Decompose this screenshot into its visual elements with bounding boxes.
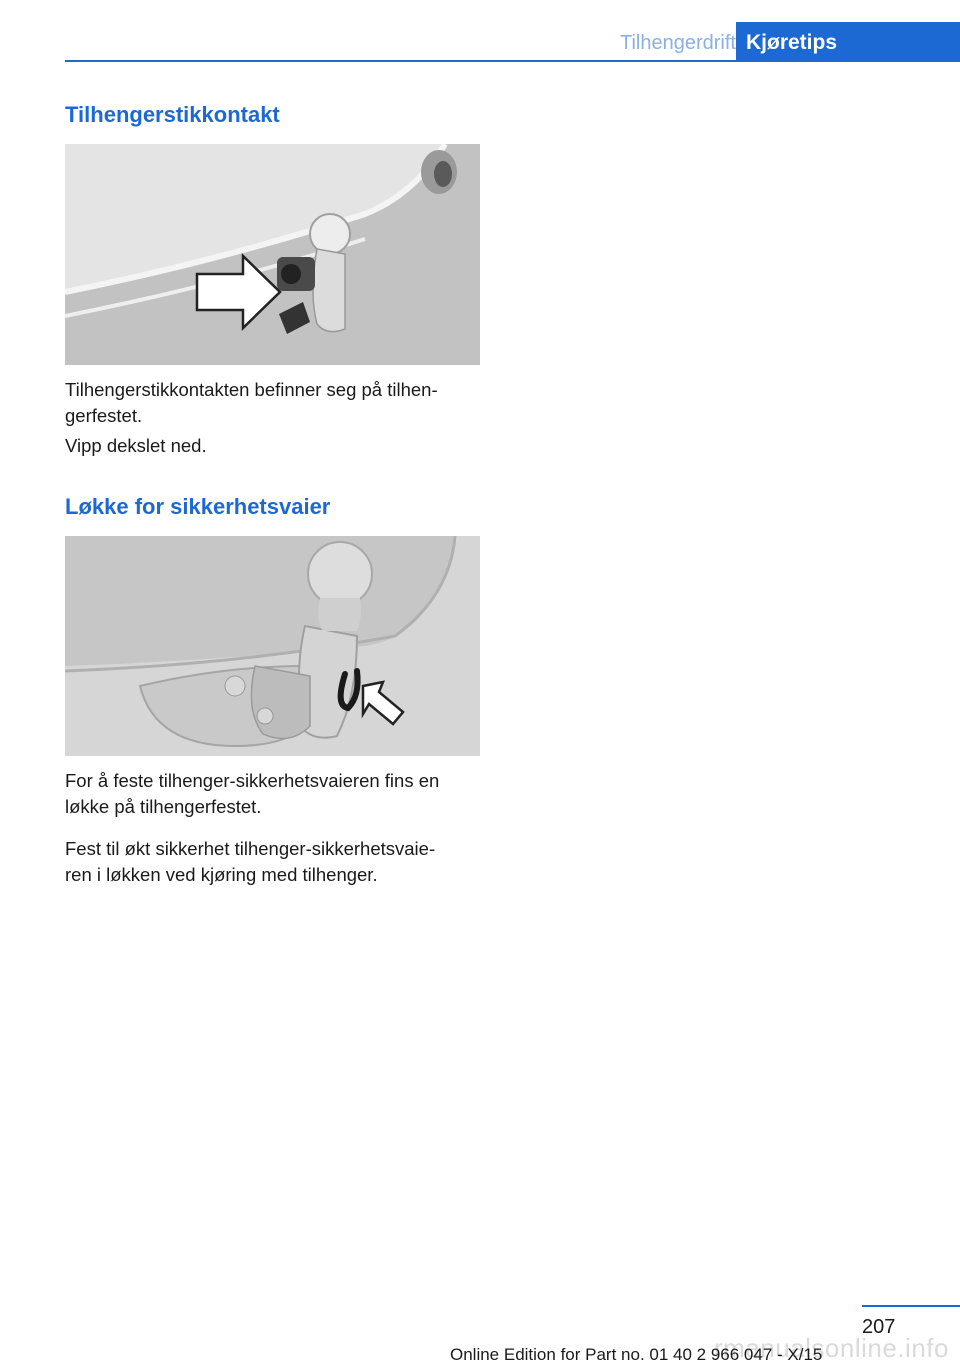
section-heading-safety-cable-loop: Løkke for sikkerhetsvaier <box>65 494 331 519</box>
section-heading-trailer-socket: Tilhengerstikkontakt <box>65 102 280 127</box>
edition-info: Online Edition for Part no. 01 40 2 966 047 - X/15 <box>450 1345 823 1364</box>
paragraph-socket-location: Tilhengerstikkontakten befinner seg på tilhen- gerfestet. <box>65 379 438 426</box>
page-number: 207 <box>862 1316 896 1338</box>
watermark: rmanualsonline.info <box>714 1333 949 1363</box>
paragraph-flip-cover: Vipp dekslet ned. <box>65 435 207 456</box>
header-rule <box>65 60 960 62</box>
footer-rule <box>862 1305 960 1307</box>
header-section-tab[interactable]: Tilhengerdrift <box>620 32 736 54</box>
paragraph-loop-purpose: For å feste tilhenger-sikkerhetsvaieren fins en løkke på tilhengerfestet. <box>65 770 440 817</box>
paragraph-attach-cable: Fest til økt sikkerhet tilhenger-sikkerhetsvaie- ren i løkken ved kjøring med tilhenger. <box>65 838 436 885</box>
trailer-socket-illustration <box>65 144 480 365</box>
header-chapter-tab[interactable]: Kjøretips <box>736 22 960 60</box>
safety-cable-loop-illustration <box>65 536 480 756</box>
